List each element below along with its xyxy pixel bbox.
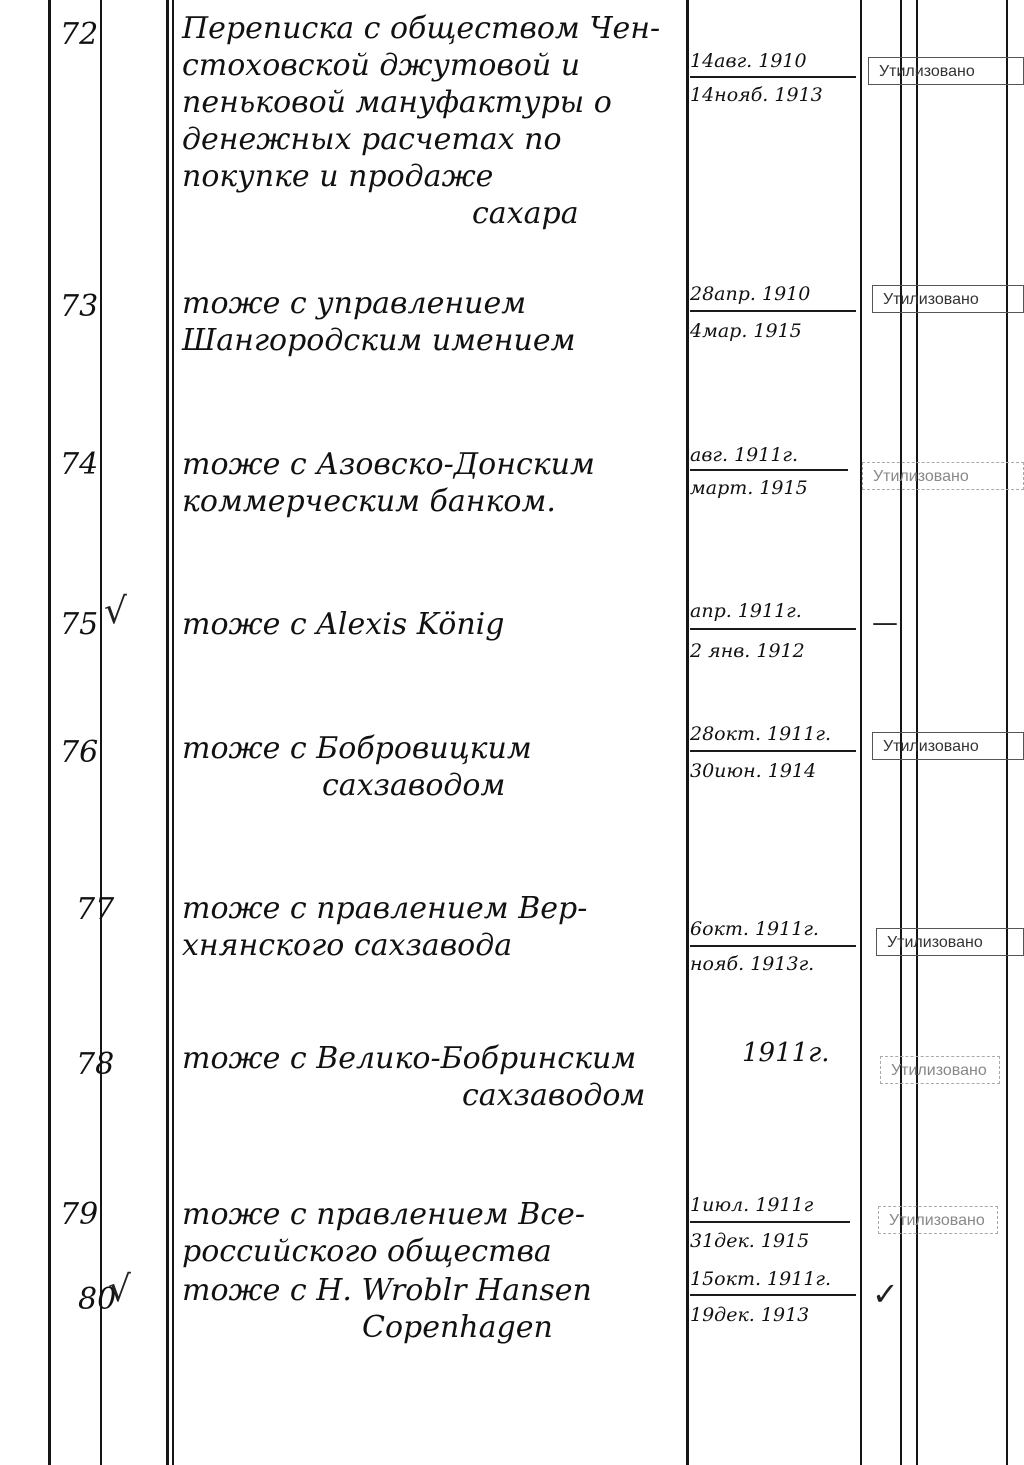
column-rule: [172, 0, 174, 1465]
check-mark: √: [108, 1269, 131, 1310]
record-number: 77: [76, 892, 115, 927]
disposal-stamp: Утилизовано: [878, 1206, 998, 1234]
title-line: сахзаводом: [322, 768, 506, 803]
record-number: 74: [60, 447, 99, 482]
record-title: [182, 890, 682, 964]
record-number: 75: [60, 607, 99, 642]
disposal-mark: ✓: [872, 1275, 899, 1313]
disposal-stamp: Утилизовано: [876, 928, 1024, 956]
record-number: 72: [60, 17, 99, 52]
disposal-stamp: Утилизовано: [868, 57, 1024, 85]
date-divider: [690, 469, 848, 471]
date-divider: [690, 628, 856, 630]
date-end: 2 янв. 1912: [690, 640, 805, 662]
record-number: 78: [76, 1047, 115, 1082]
title-line: тоже с Бобровицким: [182, 731, 532, 766]
title-line: сахзаводом: [462, 1078, 646, 1113]
record-title: [182, 730, 682, 804]
disposal-stamp: Утилизовано: [872, 732, 1024, 760]
title-line: сахара: [472, 196, 579, 231]
date-start: 1июл. 1911г: [690, 1194, 814, 1216]
title-line: хнянского сахзавода: [182, 928, 513, 963]
record-title: [182, 1272, 682, 1346]
date-start: 6окт. 1911г.: [690, 918, 819, 940]
title-line: Copenhagen: [362, 1310, 553, 1345]
disposal-stamp: Утилизовано: [862, 462, 1024, 490]
title-line: покупке и продаже: [182, 159, 494, 194]
date-divider: [690, 750, 856, 752]
date-start: 1911г.: [742, 1038, 830, 1068]
date-divider: [690, 945, 856, 947]
date-start: авг. 1911г.: [690, 444, 799, 466]
date-end: 30июн. 1914: [690, 760, 817, 782]
title-line: Шангородским имением: [182, 323, 576, 358]
title-line: тоже с управлением: [182, 286, 527, 321]
record-number: 79: [60, 1197, 99, 1232]
date-end: март. 1915: [690, 477, 808, 499]
date-end: 14нояб. 1913: [690, 84, 823, 106]
date-divider: [690, 310, 856, 312]
date-start: 28апр. 1910: [690, 283, 811, 305]
title-line: тоже с Азовско-Донским: [182, 447, 595, 482]
column-rule: [48, 0, 51, 1465]
title-line: Переписка с обществом Чен-: [182, 11, 661, 46]
date-end: 31дек. 1915: [690, 1230, 810, 1252]
date-start: апр. 1911г.: [690, 600, 802, 622]
record-title: [182, 285, 682, 359]
title-line: денежных расчетах по: [182, 122, 562, 157]
disposal-mark: —: [872, 608, 898, 638]
check-mark: √: [104, 591, 127, 632]
record-title: [182, 606, 682, 643]
record-number: 76: [60, 735, 99, 770]
title-line: тоже с правлением Все-: [182, 1197, 585, 1232]
date-divider: [690, 1294, 856, 1296]
column-rule: [860, 0, 862, 1465]
title-line: пеньковой мануфактуры о: [182, 85, 612, 120]
title-line: тоже с Alexis König: [182, 607, 505, 642]
title-line: тоже с Велико-Бобринским: [182, 1041, 637, 1076]
record-number: 73: [60, 289, 99, 324]
disposal-stamp: Утилизовано: [872, 285, 1024, 313]
column-rule: [100, 0, 102, 1465]
date-divider: [690, 1221, 850, 1223]
record-title: [182, 446, 682, 520]
record-title: [182, 10, 682, 232]
title-line: тоже с правлением Вер-: [182, 891, 588, 926]
title-line: коммерческим банком.: [182, 484, 556, 519]
column-rule: [166, 0, 169, 1465]
column-rule: [686, 0, 689, 1465]
record-title: [182, 1040, 682, 1114]
date-start: 28окт. 1911г.: [690, 723, 832, 745]
date-end: 19дек. 1913: [690, 1304, 810, 1326]
record-title: [182, 1196, 682, 1270]
title-line: тоже с H. Wroblr Hansen: [182, 1273, 592, 1308]
date-divider: [690, 76, 856, 78]
title-line: российского общества: [182, 1234, 552, 1269]
title-line: стоховской джутовой и: [182, 48, 581, 83]
date-start: 14авг. 1910: [690, 50, 807, 72]
date-end: нояб. 1913г.: [690, 953, 815, 975]
record-number: 80: [78, 1282, 117, 1317]
disposal-stamp: Утилизовано: [880, 1056, 1000, 1084]
date-end: 4мар. 1915: [690, 320, 802, 342]
date-start: 15окт. 1911г.: [690, 1268, 832, 1290]
